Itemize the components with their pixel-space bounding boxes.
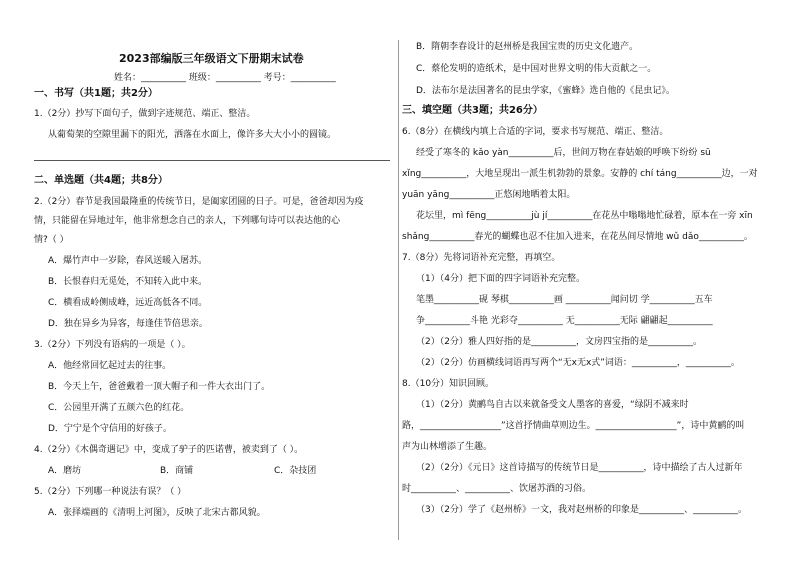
q2-line-3: 情?（ ）	[34, 235, 69, 245]
q7-part-3: （2）（2分）仿画横线词语再写两个“无x无x式”词语：__________，__________。	[416, 358, 740, 368]
q8-part-2-line-2: 时__________、__________、饮屠苏酒的习俗。	[402, 484, 592, 494]
q6-line-4: 花坛里，mì fēng__________jù jí__________在花丛中嗡嗡地忙碌着，原本在一旁 xīn	[416, 211, 753, 221]
q7-stem: 7.（8分）先将词语补充完整，再填空。	[402, 253, 561, 263]
q5-option-c: C．蔡伦发明的造纸术，是中国对世界文明的伟大贡献之一。	[416, 64, 657, 74]
q3-stem: 3.（2分）下列没有语病的一项是（ ）。	[34, 340, 191, 350]
section-3-title: 三、填空题（共3题；共26分）	[402, 105, 543, 116]
q6-line-3: yuān yāng__________正悠闲地晒着太阳。	[402, 190, 576, 200]
q5-option-a: A．张择端画的《清明上河图》，反映了北宋古都风貌。	[48, 508, 266, 518]
q7-row-1: 笔墨__________砚 琴棋__________画 __________闻问切 学__________五车	[416, 295, 713, 305]
q2-option-c: C．横看成岭侧成峰，远近高低各不同。	[48, 298, 208, 308]
q7-row-2: 争__________斗艳 光彩夺__________ 无__________无际 翩翩起__________	[416, 316, 713, 326]
q4-option-c: C．杂技团	[274, 466, 317, 476]
q5-option-d: D．法布尔是法国著名的昆虫学家，《蜜蜂》选自他的《昆虫记》。	[416, 86, 675, 96]
exam-title: 2023部编版三年级语文下册期末试卷	[119, 52, 304, 65]
q8-stem: 8.（10分）知识回顾。	[402, 379, 495, 389]
q4-option-a: A．磨坊	[48, 466, 82, 476]
q6-line-5: shǎng__________春光的蝴蝶也忍不住加入进来，在花丛间尽情地 wǔ dǎo__________。	[402, 232, 753, 242]
q7-part-1: （1）（4分）把下面的四字词语补充完整。	[416, 274, 585, 284]
q3-option-a: A．他经常回忆起过去的往事。	[48, 361, 172, 371]
q7-part-2: （2）（2分）雅人四好指的是__________，文房四宝指的是__________。	[416, 337, 702, 347]
q3-option-b: B．今天上午，爸爸戴着一顶大帽子和一件大衣出门了。	[48, 382, 271, 392]
q8-part-1-line-1: （1）（2分）黄鹂鸟自古以来就备受文人墨客的喜爱，“绿阴不减来时	[416, 400, 689, 410]
section-1-title: 一、书写（共1题；共2分）	[34, 88, 158, 99]
q6-line-2: xǐng__________，大地呈现出一派生机勃勃的景象。安静的 chí táng__________边，一对	[402, 169, 758, 179]
section-2-title: 二、单选题（共4题；共8分）	[34, 175, 168, 186]
q6-line-1: 经受了寒冬的 kǎo yàn__________后，世间万物在春姑娘的呼唤下纷纷 sū	[416, 148, 711, 158]
column-divider	[398, 40, 399, 540]
q5-stem: 5.（2分）下列哪一种说法有误？（ ）	[34, 487, 187, 497]
q6-stem: 6.（8分）在横线内填上合适的字词，要求书写规范、端正、整洁。	[402, 127, 669, 137]
q8-part-1-line-2: 路，__________________”这首抒情曲草则边生。__________________”，诗中黄鹂的叫	[402, 421, 745, 431]
q8-part-2-line-1: （2）（2分）《元日》这首诗描写的传统节日是__________，诗中描绘了古人过新年	[416, 463, 743, 473]
q2-option-a: A．爆竹声中一岁除，春风送暖入屠苏。	[48, 256, 208, 266]
q5-option-b: B．隋朝李春设计的赵州桥是我国宝贵的历史文化遗产。	[416, 42, 639, 52]
q2-line-1: 2.（2分）春节是我国最隆重的传统节日，是阖家团圆的日子。可是，爸爸却因为疫	[34, 197, 364, 207]
q2-option-b: B．长恨春归无觅处，不知转入此中来。	[48, 277, 208, 287]
q2-option-d: D．独在异乡为异客，每逢佳节倍思亲。	[48, 319, 208, 329]
q3-option-d: D．宁宁是个守信用的好孩子。	[48, 424, 172, 434]
q8-part-3: （3）（2分）学了《赵州桥》一文，我对赵州桥的印象是__________、__________。	[416, 505, 747, 515]
q1-text: 从葡萄架的空隙里漏下的阳光，洒落在水面上，像许多大大小小的圆镜。	[48, 130, 337, 140]
q2-line-2: 情，只能留在异地过年，他非常想念自己的亲人，下列哪句诗可以表达他的心	[34, 216, 341, 226]
q4-option-b: B．商铺	[160, 466, 194, 476]
q8-part-1-line-3: 声为山林增添了生趣。	[402, 442, 493, 452]
q4-stem: 4.（2分）《木偶奇遇记》中，变成了驴子的匹诺曹，被卖到了（ ）。	[34, 445, 304, 455]
q1-stem: 1.（2分）抄写下面句子，做到字迹规范、端正、整洁。	[34, 109, 256, 119]
writing-line	[34, 160, 390, 161]
q3-option-c: C．公园里开满了五颜六色的红花。	[48, 403, 190, 413]
student-info-line: 姓名：__________ 班级：__________ 考号：__________	[114, 73, 336, 83]
